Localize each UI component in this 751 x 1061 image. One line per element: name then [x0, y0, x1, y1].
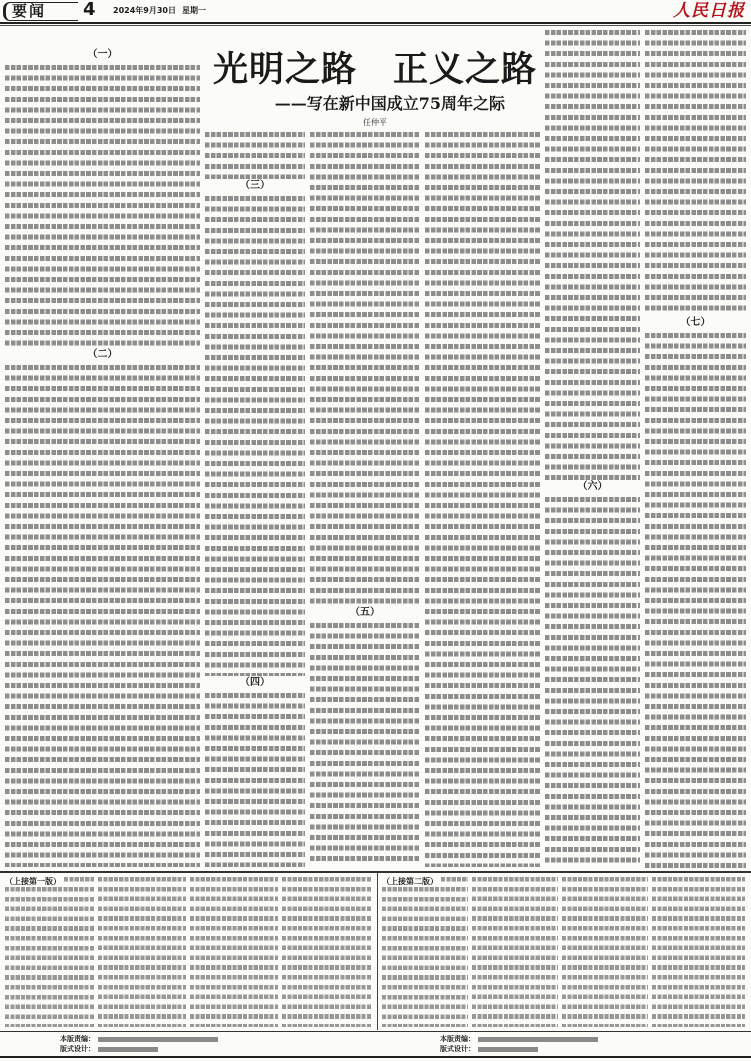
section-marker-6: （六） [577, 481, 608, 492]
designer-names [478, 1047, 538, 1052]
continued-article-text [5, 887, 94, 1027]
page-number: 4 [83, 0, 96, 20]
byline: 任仲平 [363, 118, 387, 127]
body-text-block [310, 623, 420, 867]
headline-block [205, 34, 545, 130]
masthead-logo: 人民日报 [673, 1, 745, 21]
body-text-block [645, 30, 746, 316]
continued-article-text [652, 877, 745, 1027]
section-marker-2: （二） [87, 349, 118, 360]
body-text-block [205, 132, 305, 179]
section-marker-5: （五） [350, 607, 380, 618]
continued-article-text [64, 877, 94, 887]
header-rule-thin [0, 25, 751, 26]
body-text-block [545, 30, 640, 480]
issue-date [113, 6, 206, 16]
continued-article-right [379, 873, 749, 1030]
article-column-5 [545, 30, 640, 868]
article-column-4 [425, 132, 540, 868]
section-marker-3: （三） [240, 180, 270, 191]
body-text-block [545, 497, 640, 867]
section-tab: 要闻 [3, 2, 78, 21]
section-marker-1: （一） [87, 49, 118, 60]
bottom-column-divider [377, 873, 378, 1030]
date-text: 2024年9月30日 [113, 6, 176, 15]
article-column-6 [645, 30, 746, 868]
body-text-block [645, 333, 746, 868]
body-text-block [5, 65, 200, 348]
design-credit-right [440, 1045, 538, 1054]
editor-label: 本版责编： [440, 1035, 475, 1043]
editor-label: 本版责编： [60, 1035, 95, 1043]
section-marker-7: （七） [680, 317, 711, 328]
credits-rule [0, 1031, 751, 1032]
section-marker-4: （四） [240, 677, 270, 688]
continued-article-text [98, 877, 186, 1027]
article-column-3 [310, 132, 420, 868]
editor-names [478, 1037, 598, 1042]
continued-article-text [562, 877, 648, 1027]
continued-article-text [282, 877, 372, 1027]
continued-article-text [382, 887, 468, 1027]
editor-credit-left [60, 1035, 218, 1044]
article-column-2 [205, 132, 305, 868]
footer-rule [0, 1056, 751, 1058]
continued-article-text [441, 877, 468, 887]
subheadline: ——写在新中国成立75周年之际 [274, 94, 505, 113]
design-credit-left [60, 1045, 158, 1054]
continued-article-left [2, 873, 376, 1030]
body-text-block [205, 196, 305, 676]
body-text-block [310, 132, 420, 606]
body-text-block [5, 365, 200, 867]
design-label: 版式设计： [440, 1045, 475, 1053]
article-column-1 [5, 48, 200, 868]
editor-credit-right [440, 1035, 598, 1044]
designer-names [98, 1047, 158, 1052]
header-rule [0, 22, 751, 24]
continued-from-label: （上接第一版） [5, 877, 61, 886]
design-label: 版式设计： [60, 1045, 95, 1053]
body-text-block [205, 693, 305, 867]
weekday-text: 星期一 [181, 6, 206, 15]
editor-names [98, 1037, 218, 1042]
continued-article-text [472, 877, 558, 1027]
headline: 光明之路 正义之路 [212, 49, 537, 90]
body-text-block [425, 132, 540, 867]
continued-article-text [190, 877, 278, 1027]
continued-from-label: （上接第二版） [382, 877, 438, 886]
